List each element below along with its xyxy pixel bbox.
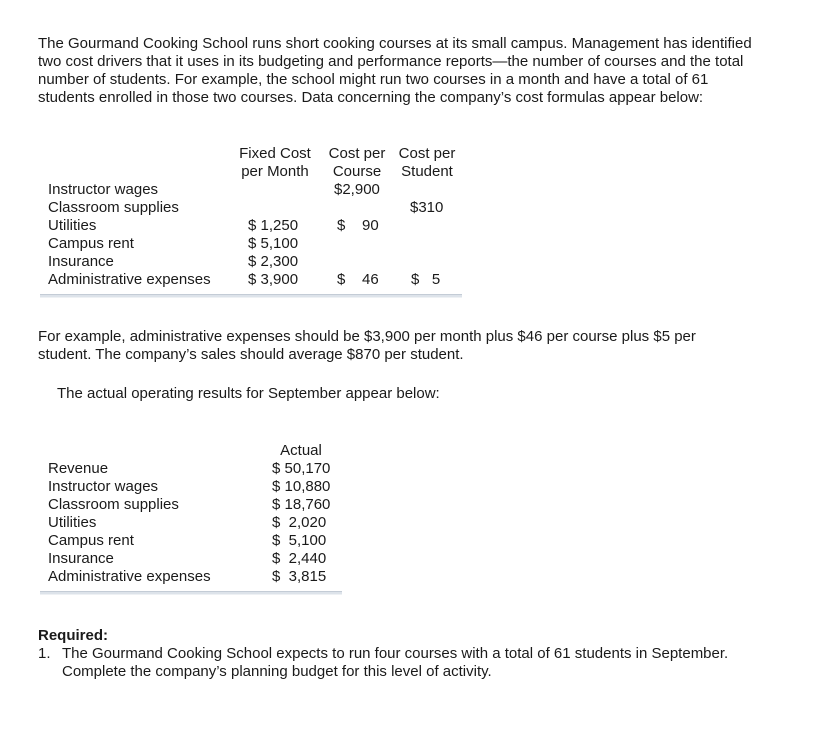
fixed-cost-value: $ 3,900: [248, 271, 299, 288]
example-line: For example, administrative expenses should be $3,900 per month plus $46 per course plus $5 per: [38, 328, 696, 345]
row-label: Insurance: [48, 253, 114, 270]
intro-line: two cost drivers that it uses in its budgeting and performance reports—the number of courses and the total: [38, 53, 744, 70]
row-label: Classroom supplies: [48, 496, 179, 513]
actual-value: $ 3,815: [272, 568, 327, 585]
row-label: Instructor wages: [48, 181, 159, 198]
cost-per-course-value: $2,900: [334, 181, 380, 198]
intro-paragraph: [38, 35, 808, 107]
row-label: Instructor wages: [48, 478, 159, 495]
intro-line: The Gourmand Cooking School runs short cooking courses at its small campus. Management has identified: [38, 35, 752, 52]
cost-per-course-value: $ 46: [337, 271, 379, 288]
row-label: Administrative expenses: [48, 568, 211, 585]
required-item-line: The Gourmand Cooking School expects to run four courses with a total of 61 students in September.: [62, 645, 729, 662]
row-label: Classroom supplies: [48, 199, 179, 216]
actual-value: $ 2,440: [272, 550, 327, 567]
row-label: Utilities: [48, 217, 97, 234]
required-item-line: Complete the company’s planning budget for this level of activity.: [62, 663, 492, 680]
row-label: Revenue: [48, 460, 109, 477]
intro-line: students enrolled in those two courses. Data concerning the company’s cost formulas appear below:: [38, 89, 704, 106]
row-label: Utilities: [48, 514, 97, 531]
fixed-cost-value: $ 2,300: [248, 253, 299, 270]
cost-per-student-value: $310: [410, 199, 444, 216]
header-per-month: per Month: [241, 163, 309, 180]
header-cost-per-student: Cost per: [398, 145, 456, 162]
example-line: student. The company’s sales should average $870 per student.: [38, 346, 464, 363]
header-actual: Actual: [280, 442, 322, 459]
actual-value: $ 10,880: [272, 478, 331, 495]
intro-line: number of students. For example, the school might run two courses in a month and have a total of 61: [38, 71, 709, 88]
header-cost-per-course: Cost per: [328, 145, 386, 162]
actual-value: $ 18,760: [272, 496, 331, 513]
row-label: Campus rent: [48, 235, 134, 252]
fixed-cost-value: $ 1,250: [248, 217, 299, 234]
fixed-cost-value: $ 5,100: [248, 235, 299, 252]
actual-value: $ 2,020: [272, 514, 327, 531]
table-divider: [40, 294, 462, 298]
header-student: Student: [401, 163, 453, 180]
required-heading: Required:: [38, 627, 109, 644]
actual-value: $ 5,100: [272, 532, 327, 549]
actual-results-intro: The actual operating results for September appear below:: [57, 385, 440, 402]
header-course: Course: [332, 163, 382, 180]
actual-value: $ 50,170: [272, 460, 331, 477]
row-label: Insurance: [48, 550, 114, 567]
cost-per-course-value: $ 90: [337, 217, 379, 234]
header-fixed-cost: Fixed Cost: [239, 145, 311, 162]
row-label: Campus rent: [48, 532, 134, 549]
table-divider: [40, 591, 342, 595]
row-label: Administrative expenses: [48, 271, 211, 288]
cost-per-student-value: $ 5: [411, 271, 441, 288]
required-item-number: 1.: [38, 645, 51, 662]
example-paragraph: [38, 328, 696, 364]
